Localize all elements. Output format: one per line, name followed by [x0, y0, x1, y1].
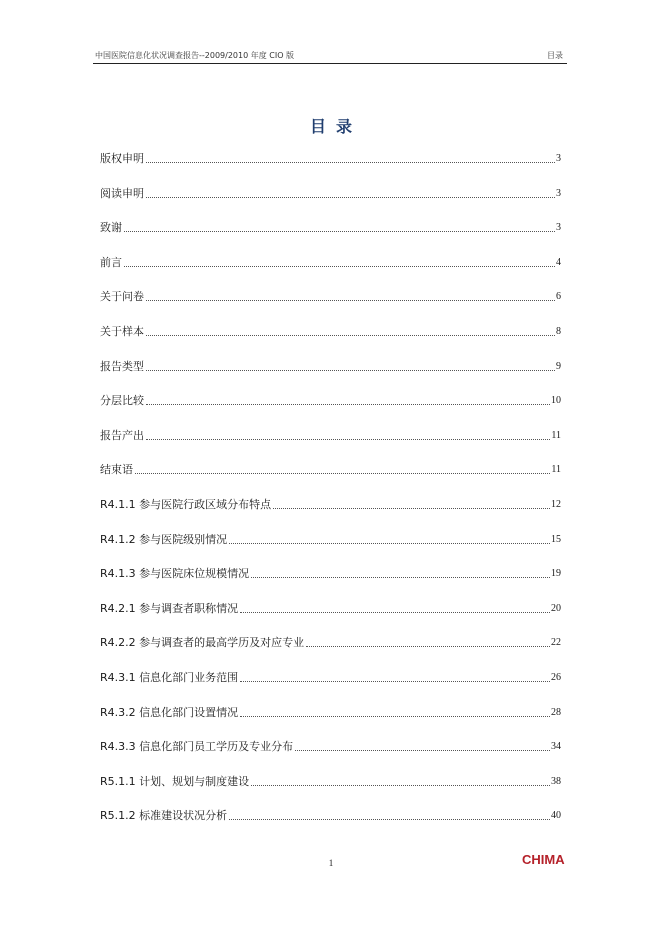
toc-entry[interactable]: [100, 358, 561, 374]
toc-entry[interactable]: [100, 600, 561, 616]
toc-entry-label: 致谢: [100, 221, 122, 235]
toc-entry-page: 15: [551, 533, 561, 545]
toc-entry-label: 阅读申明: [100, 186, 144, 200]
toc-leader-dots: [135, 472, 550, 474]
toc-entry-label: R4.3.2 信息化部门设置情况: [100, 705, 239, 719]
toc-entry-label: R4.2.1 参与调查者职称情况: [100, 601, 239, 615]
toc-entry-page: 6: [556, 291, 561, 303]
toc-entry-page: 11: [551, 429, 561, 441]
toc-entry[interactable]: [100, 738, 561, 754]
toc-leader-dots: [146, 161, 555, 163]
toc-entry-page: 3: [556, 222, 561, 234]
toc-entry[interactable]: [100, 807, 561, 823]
chima-logo: CHIMA: [522, 852, 565, 867]
toc-entry-page: 4: [556, 256, 561, 268]
toc-leader-dots: [229, 542, 550, 544]
toc-entry-page: 20: [551, 602, 561, 614]
toc-entry-label: 报告类型: [100, 359, 144, 373]
toc-leader-dots: [251, 784, 550, 786]
toc-leader-dots: [240, 715, 550, 717]
toc-entry[interactable]: [100, 185, 561, 201]
toc-entry-label: R5.1.1 计划、规划与制度建设: [100, 774, 250, 788]
toc-leader-dots: [295, 749, 550, 751]
toc-entry-page: 38: [551, 775, 561, 787]
toc-entry[interactable]: [100, 531, 561, 547]
toc-entry[interactable]: [100, 219, 561, 235]
toc-entry[interactable]: [100, 150, 561, 166]
toc-entry[interactable]: [100, 704, 561, 720]
toc-entry-page: 40: [551, 810, 561, 822]
toc-leader-dots: [251, 576, 550, 578]
toc-entry-page: 11: [551, 464, 561, 476]
toc-entry-label: 关于问卷: [100, 290, 144, 304]
page-header: [93, 48, 567, 64]
header-section: 目录: [547, 51, 563, 60]
toc-entry[interactable]: [100, 496, 561, 512]
toc-leader-dots: [124, 230, 555, 232]
toc-entry[interactable]: [100, 288, 561, 304]
toc-entry-page: 10: [551, 395, 561, 407]
toc-entry-page: 3: [556, 187, 561, 199]
toc-entry-page: 34: [551, 741, 561, 753]
toc-entry-page: 22: [551, 637, 561, 649]
toc-leader-dots: [240, 611, 550, 613]
toc-entry-page: 8: [556, 326, 561, 337]
toc-leader-dots: [273, 507, 550, 509]
toc-leader-dots: [146, 334, 555, 336]
toc-entry-label: 版权申明: [100, 152, 144, 165]
toc-entry-label: R4.1.2 参与医院级别情况: [100, 532, 228, 546]
toc-leader-dots: [146, 196, 555, 198]
toc-entry[interactable]: [100, 427, 561, 443]
toc-leader-dots: [146, 403, 550, 405]
toc-entry[interactable]: [100, 565, 561, 581]
toc-entry-label: 分层比较: [100, 394, 144, 408]
toc-leader-dots: [146, 369, 555, 371]
toc-entry-page: 28: [551, 706, 561, 718]
toc-leader-dots: [146, 438, 550, 440]
toc-entry-page: 9: [556, 360, 561, 372]
toc-entry-label: 报告产出: [100, 428, 144, 442]
toc-entry-page: 19: [551, 568, 561, 580]
toc-entry[interactable]: [100, 392, 561, 408]
toc-entry-label: R4.1.1 参与医院行政区域分布特点: [100, 498, 272, 511]
toc-entry-label: 结束语: [100, 463, 133, 477]
toc-leader-dots: [146, 299, 555, 301]
toc-entry-page: 26: [551, 672, 561, 683]
toc-leader-dots: [124, 265, 555, 267]
toc-leader-dots: [306, 645, 550, 647]
toc-entry-label: 前言: [100, 255, 122, 269]
toc-entry-label: R5.1.2 标准建设状况分析: [100, 809, 228, 823]
toc-entry[interactable]: [100, 669, 561, 685]
toc-leader-dots: [240, 680, 550, 682]
toc-entry[interactable]: [100, 323, 561, 339]
toc-entry-label: R4.2.2 参与调查者的最高学历及对应专业: [100, 636, 305, 650]
page-title: 目录: [309, 117, 362, 136]
toc-entry-page: 3: [556, 153, 561, 164]
toc-entry-page: 12: [551, 499, 561, 510]
toc-entry-label: R4.1.3 参与医院床位规模情况: [100, 567, 250, 581]
toc-entry-label: R4.3.1 信息化部门业务范围: [100, 671, 239, 684]
toc-entry[interactable]: [100, 634, 561, 650]
toc-entry[interactable]: [100, 461, 561, 477]
toc-entry[interactable]: [100, 773, 561, 789]
toc-entry-label: R4.3.3 信息化部门员工学历及专业分布: [100, 740, 294, 754]
header-title: 中国医院信息化状况调查报告--2009/2010 年度 CIO 版: [95, 51, 295, 60]
toc-leader-dots: [229, 818, 550, 820]
page-number: 1: [328, 858, 334, 868]
toc-entry-label: 关于样本: [100, 325, 144, 338]
toc-entry[interactable]: [100, 254, 561, 270]
